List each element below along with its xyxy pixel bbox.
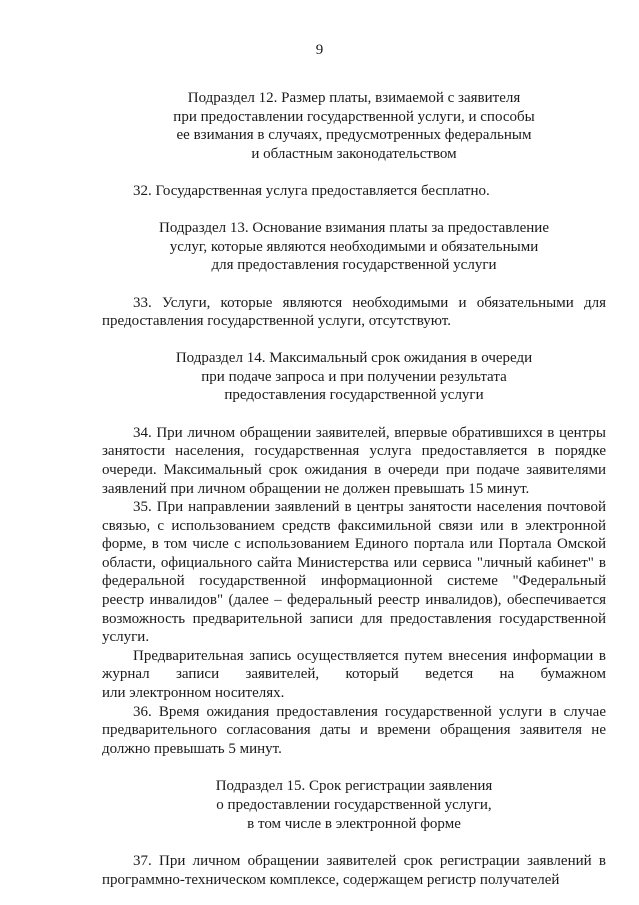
heading-line: при подаче запроса и при получении результата <box>201 368 507 385</box>
heading-line: услуг, которые являются необходимыми и обязательными <box>169 238 539 255</box>
heading-line: при предоставлении государственной услуги, и способы <box>173 108 535 125</box>
heading-line: Подраздел 13. Основание взимания платы за предоставление <box>159 219 549 236</box>
paragraph-37: 37. При личном обращении заявителей срок регистрации заявлений в программно-техническом комплексе, содержащем регистр получателей <box>102 853 606 888</box>
heading-line: о предоставлении государственной услуги, <box>216 797 492 813</box>
paragraph-34: 34. При личном обращении заявителей, впервые обратившихся в центры занятости населения, государственная услуга предоставляется в порядке очереди. Максимальный срок ожидания в очереди при подаче заявителями заявлений при личном обращении не должен превышать 15 минут. <box>102 424 606 497</box>
subsection-12-heading <box>102 89 606 163</box>
subsection-13-heading <box>102 219 606 275</box>
paragraph-35-continuation-end: или электронном носителях. <box>102 685 285 702</box>
heading-line: и областным законодательством <box>251 145 457 162</box>
heading-line: Подраздел 12. Размер платы, взимаемой с заявителя <box>187 90 521 106</box>
heading-line: ее взимания в случаях, предусмотренных федеральным <box>176 127 532 144</box>
subsection-15-heading <box>102 777 606 833</box>
heading-line: предоставления государственной услуги <box>224 387 484 404</box>
paragraph-35: 35. При направлении заявлений в центры занятости населения почтовой связью, с использованием средств факсимильной связи или в электронной форме, в том числе с использованием Единого портала или Портала Омской области, официального сайта Министерства или сервиса "личный кабинет" в федеральной государственной информационной системе "Федеральный реестр инвалидов" (далее – федеральный реестр инвалидов), обеспечивается возможность предварительной записи для предоставления государственной услуги. <box>102 499 606 646</box>
page-content <box>102 89 606 889</box>
heading-line: для предоставления государственной услуги <box>211 257 497 274</box>
page-number: 9 <box>315 42 324 58</box>
heading-line: в том числе в электронной форме <box>247 815 461 832</box>
heading-line: Подраздел 14. Максимальный срок ожидания в очереди <box>175 349 533 366</box>
paragraph-35-continuation: Предварительная запись осуществляется путем внесения информации в журнал записи заявителей, который ведется на бумажном <box>102 647 606 683</box>
paragraph-33: 33. Услуги, которые являются необходимыми и обязательными для предоставления государственной услуги, отсутствуют. <box>102 294 606 330</box>
paragraph-36: 36. Время ожидания предоставления государственной услуги в случае предварительного согласования даты и времени обращения заявителя не должно превышать 5 минут. <box>102 703 606 757</box>
heading-line: Подраздел 15. Срок регистрации заявления <box>215 778 493 795</box>
subsection-14-heading <box>102 349 606 405</box>
paragraph-32: 32. Государственная услуга предоставляется бесплатно. <box>133 183 490 200</box>
